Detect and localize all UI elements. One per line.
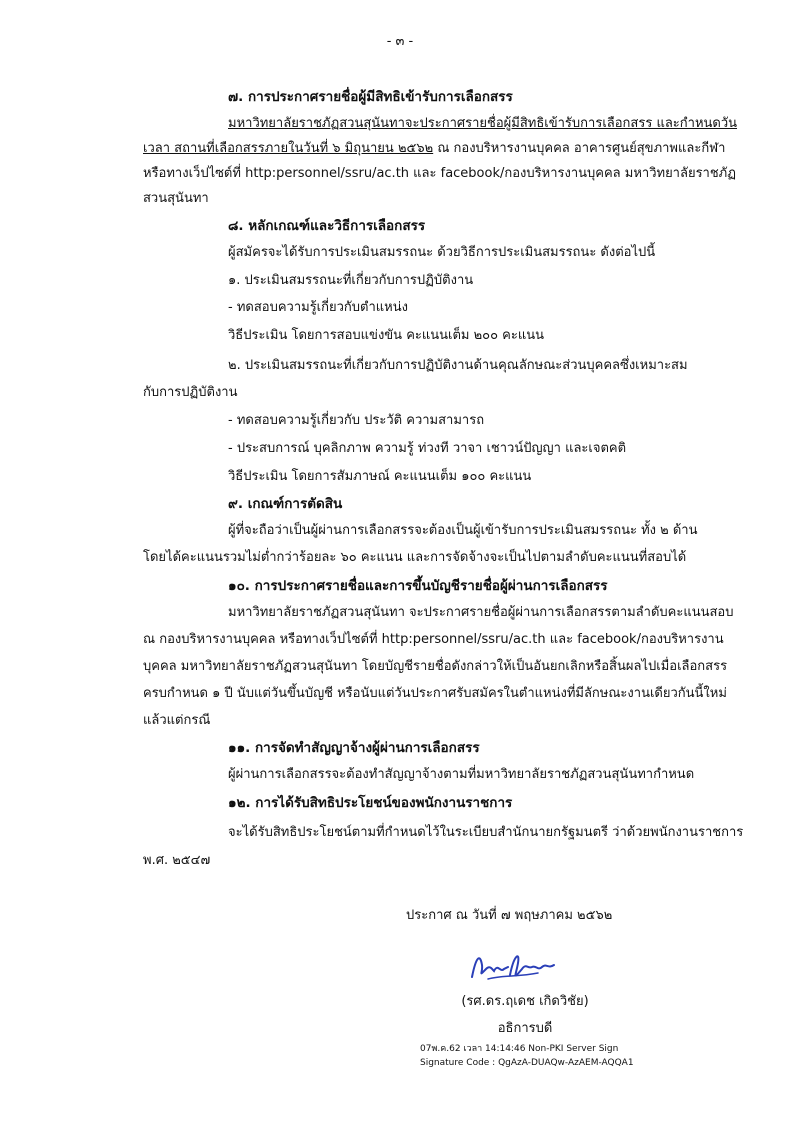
section-10-line-2: ณ กองบริหารงานบุคคล หรือทางเว็ปไซต์ที่ http:personnel/ssru/ac.th และ facebook/กองบริหารงาน xyxy=(143,632,724,647)
signature-icon xyxy=(468,947,558,987)
electronic-sign-stamp: 07พ.ค.62 เวลา 14:14:46 Non-PKI Server Sign xyxy=(420,1044,619,1054)
section-8-p1: ผู้สมัครจะได้รับการประเมินสมรรถนะ ด้วยวิธีการประเมินสมรรถนะ ดังต่อไปนี้ xyxy=(228,245,656,260)
section-7-line-4: สวนสุนันทา xyxy=(143,191,209,206)
section-8-p5b: กับการปฏิบัติงาน xyxy=(143,385,238,400)
page-number: - ๓ - xyxy=(386,34,414,49)
section-10-line-5: แล้วแต่กรณี xyxy=(143,713,211,728)
section-8-p2: ๑. ประเมินสมรรถนะที่เกี่ยวกับการปฏิบัติงาน xyxy=(228,273,474,288)
section-12-heading: ๑๒. การได้รับสิทธิประโยชน์ของพนักงานราชการ xyxy=(228,795,513,811)
handwritten-signature xyxy=(468,947,558,991)
section-8-p5a: ๒. ประเมินสมรรถนะที่เกี่ยวกับการปฏิบัติงานด้านคุณลักษณะส่วนบุคคลซึ่งเหมาะสม xyxy=(228,358,688,373)
signer-name: (รศ.ดร.ฤเดช เกิดวิชัย) xyxy=(461,994,589,1009)
section-11-heading: ๑๑. การจัดทำสัญญาจ้างผู้ผ่านการเลือกสรร xyxy=(228,740,480,756)
section-11-line-1: ผู้ผ่านการเลือกสรรจะต้องทำสัญญาจ้างตามที่มหาวิทยาลัยราชภัฏสวนสุนันทากำหนด xyxy=(228,767,695,782)
signer-title: อธิการบดี xyxy=(497,1021,553,1036)
section-7-heading: ๗. การประกาศรายชื่อผู้มีสิทธิเข้ารับการเลือกสรร xyxy=(228,89,513,105)
section-7-line-2 xyxy=(143,140,725,158)
section-10-line-3: บุคคล มหาวิทยาลัยราชภัฏสวนสุนันทา โดยบัญชีรายชื่อดังกล่าวให้เป็นอันยกเลิกหรือสิ้นผลไปเมื่อเลือกสรร xyxy=(143,659,728,674)
section-7-line-1: มหาวิทยาลัยราชภัฏสวนสุนันทาจะประกาศรายชื่อผู้มีสิทธิเข้ารับการเลือกสรร และกำหนดวัน xyxy=(228,116,738,131)
signature-code: Signature Code : QgAzA-DUAQw-AzAEM-AQQA1 xyxy=(420,1058,634,1068)
section-7-line-2-rest: ณ กองบริหารงานบุคคล อาคารศูนย์สุขภาพและกีฬา xyxy=(433,141,726,156)
section-8-heading: ๘. หลักเกณฑ์และวิธีการเลือกสรร xyxy=(228,218,426,234)
section-12-line-2: พ.ศ. ๒๕๔๗ xyxy=(143,853,211,868)
section-9-line-1: ผู้ที่จะถือว่าเป็นผู้ผ่านการเลือกสรรจะต้องเป็นผู้เข้ารับการประเมินสมรรถนะ ทั้ง ๒ ด้าน xyxy=(228,523,698,538)
section-7-date-underlined: เวลา สถานที่เลือกสรรภายในวันที่ ๖ มิถุนายน ๒๕๖๒ xyxy=(143,141,434,156)
section-9-heading: ๙. เกณฑ์การตัดสิน xyxy=(228,496,343,512)
section-8-p3: - ทดสอบความรู้เกี่ยวกับตำแหน่ง xyxy=(228,300,408,315)
announcement-date: ประกาศ ณ วันที่ ๗ พฤษภาคม ๒๕๖๒ xyxy=(406,908,613,923)
section-10-heading: ๑๐. การประกาศรายชื่อและการขึ้นบัญชีรายชื่อผู้ผ่านการเลือกสรร xyxy=(228,578,608,594)
section-10-line-4: ครบกำหนด ๑ ปี นับแต่วันขึ้นบัญชี หรือนับแต่วันประกาศรับสมัครในตำแหน่งที่มีลักษณะงานเดียวกันนี้ใหม่ xyxy=(143,686,727,701)
section-10-line-1: มหาวิทยาลัยราชภัฏสวนสุนันทา จะประกาศรายชื่อผู้ผ่านการเลือกสรรตามลำดับคะแนนสอบ xyxy=(228,605,734,620)
section-8-p6: - ทดสอบความรู้เกี่ยวกับ ประวัติ ความสามารถ xyxy=(228,413,485,428)
section-12-line-1: จะได้รับสิทธิประโยชน์ตามที่กำหนดไว้ในระเบียบสำนักนายกรัฐมนตรี ว่าด้วยพนักงานราชการ xyxy=(228,825,744,840)
section-8-p8: วิธีประเมิน โดยการสัมภาษณ์ คะแนนเต็ม ๑๐๐ คะแนน xyxy=(228,469,532,484)
section-8-p7: - ประสบการณ์ บุคลิกภาพ ความรู้ ท่วงที วาจา เชาวน์ปัญญา และเจตคติ xyxy=(228,441,627,456)
section-9-line-2: โดยได้คะแนนรวมไม่ต่ำกว่าร้อยละ ๖๐ คะแนน และการจัดจ้างจะเป็นไปตามลำดับคะแนนที่สอบได้ xyxy=(143,550,687,565)
section-7-line-3: หรือทางเว็ปไซต์ที่ http:personnel/ssru/ac.th และ facebook/กองบริหารงานบุคคล มหาวิทยาลัยราชภัฏ xyxy=(143,166,736,181)
section-8-p4: วิธีประเมิน โดยการสอบแข่งขัน คะแนนเต็ม ๒๐๐ คะแนน xyxy=(228,328,545,343)
